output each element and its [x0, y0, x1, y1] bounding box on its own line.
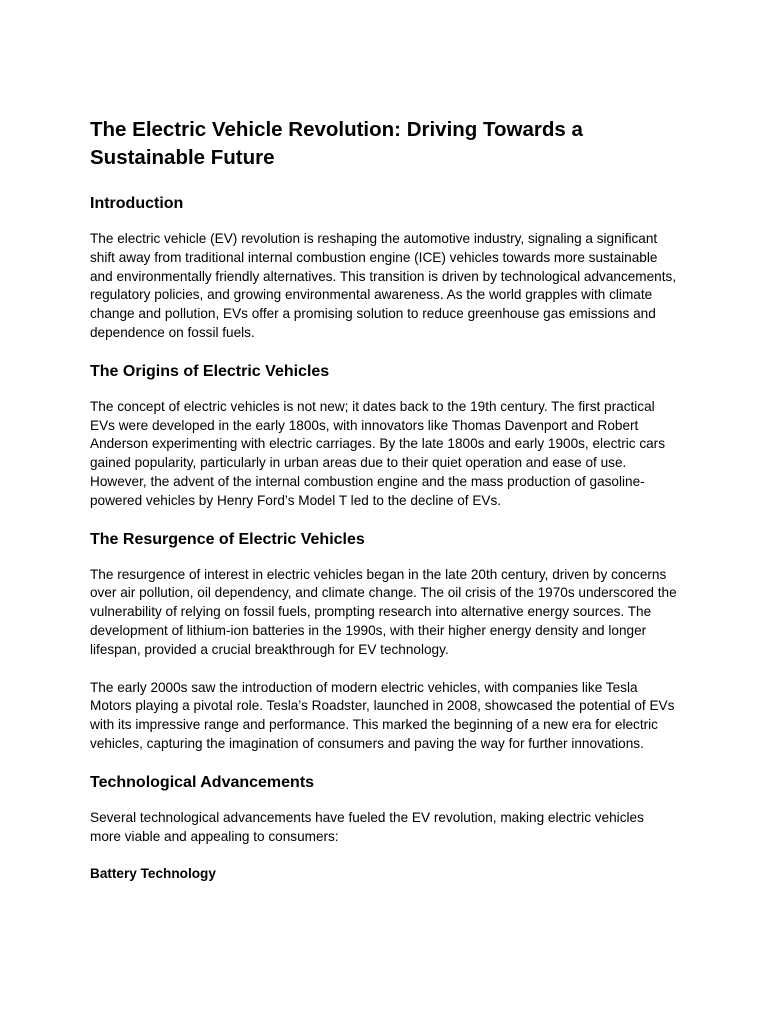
- paragraph-introduction: The electric vehicle (EV) revolution is reshaping the automotive industry, signaling a significant shift away from traditional internal combustion engine (ICE) vehicles towards more sustainable and environmentally friendly alternatives. This transition is driven by technological advancements, regulatory policies, and growing environmental awareness. As the world grapples with climate change and pollution, EVs offer a promising solution to reduce greenhouse gas emissions and dependence on fossil fuels.: [90, 231, 677, 340]
- document-title: The Electric Vehicle Revolution: Driving Towards a Sustainable Future: [90, 118, 583, 169]
- section-introduction: [90, 194, 678, 343]
- section-resurgence: [90, 530, 678, 754]
- paragraph-technological-advancements: Several technological advancements have fueled the EV revolution, making electric vehicles more viable and appealing to consumers:: [90, 809, 644, 844]
- section-heading-introduction: Introduction: [90, 195, 184, 212]
- section-heading-technological-advancements: Technological Advancements: [90, 773, 315, 791]
- paragraph-resurgence-1: The resurgence of interest in electric vehicles began in the late 20th century, driven by concerns over air pollution, oil dependency, and climate change. The oil crisis of the 1970s underscored the vulnerability of relying on fossil fuels, prompting research into alternative energy sources. The development of lithium-ion batteries in the 1990s, with their higher energy density and longer lifespan, provided a crucial breakthrough for EV technology.: [90, 566, 677, 657]
- section-technological-advancements: [90, 773, 678, 884]
- paragraph-origins: The concept of electric vehicles is not new; it dates back to the 19th century. The first practical EVs were developed in the early 1800s, with innovators like Thomas Davenport and Robert Anderson experimenting with electric carriages. By the late 1800s and early 1900s, electric cars gained popularity, particularly in urban areas due to their quiet operation and ease of use. However, the advent of the internal combustion engine and the mass production of gasoline-powered vehicles by Henry Ford’s Model T led to the decline of EVs.: [90, 398, 666, 508]
- subheading-battery-technology: Battery Technology: [90, 866, 216, 882]
- section-heading-origins: The Origins of Electric Vehicles: [90, 362, 330, 380]
- paragraph-resurgence-2: The early 2000s saw the introduction of modern electric vehicles, with companies like Tesla Motors playing a pivotal role. Tesla’s Roadster, launched in 2008, showcased the potential of EVs with its impressive range and performance. This marked the beginning of a new era for electric vehicles, capturing the imagination of consumers and paving the way for further innovations.: [90, 679, 675, 751]
- section-heading-resurgence: The Resurgence of Electric Vehicles: [90, 530, 365, 548]
- section-origins: [90, 362, 678, 511]
